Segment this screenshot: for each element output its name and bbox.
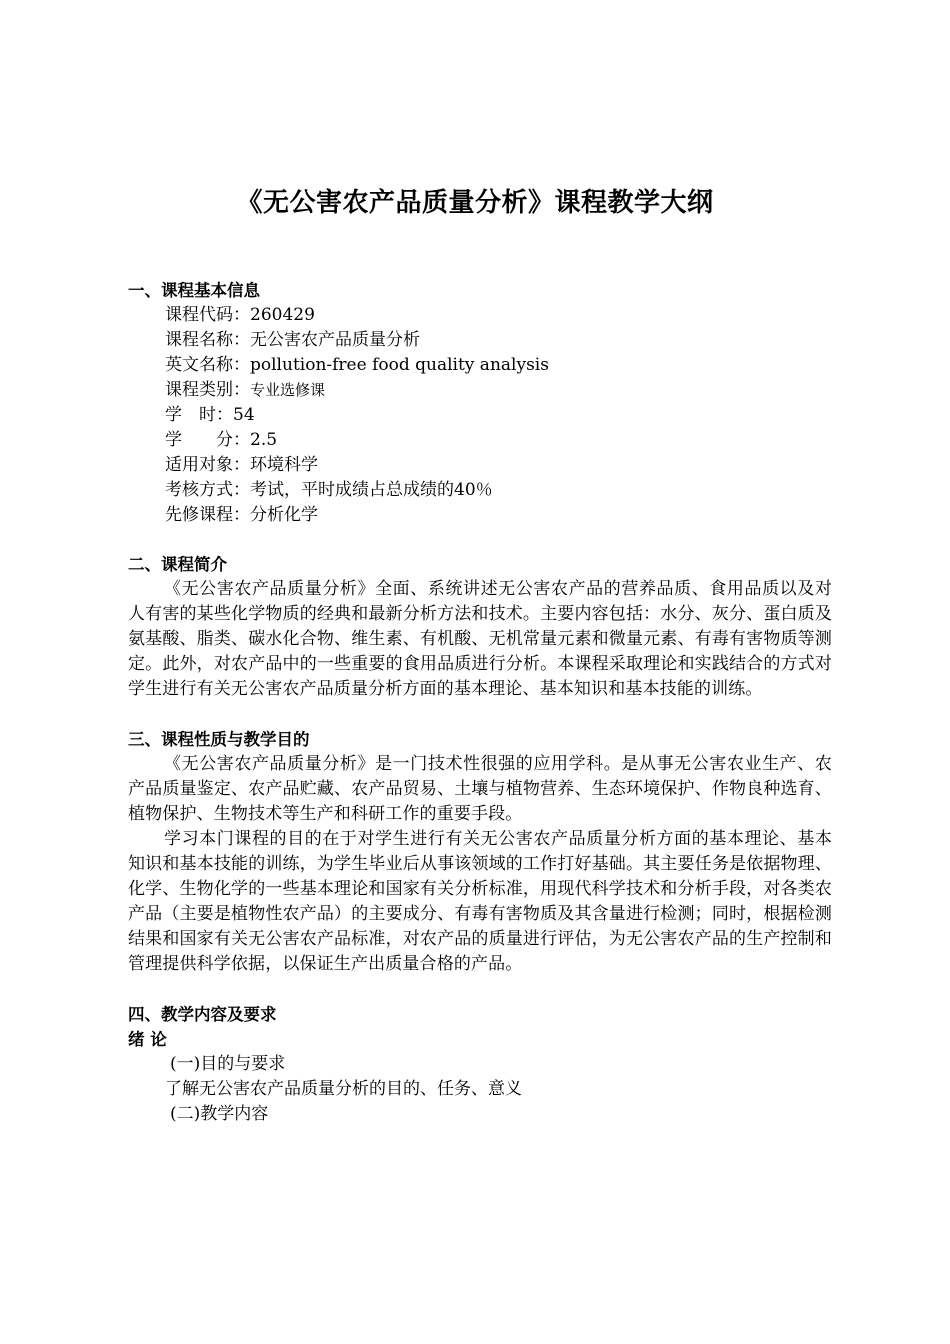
info-label: 课程类别： xyxy=(165,380,250,400)
spacer xyxy=(128,977,832,1002)
purpose-paragraph: 学习本门课程的目的在于对学生进行有关无公害农产品质量分析方面的基本理论、基本知识和基本技能的训练，为学生毕业后从事该领域的工作打好基础。其主要任务是依据物理、化学、生物化学的一些基本理论和国家有关分析标准，用现代科学技术和分析手段，对各类农产品（主要是植物性农产品）的主要成分、有毒有害物质及其含量进行检测；同时，根据检测结果和国家有关无公害农产品标准，对农产品的质量进行评估，为无公害农产品的生产控制和管理提供科学依据，以保证生产出质量合格的产品。 xyxy=(128,829,832,974)
info-value: 分析化学 xyxy=(250,505,318,525)
info-english-name xyxy=(128,353,832,378)
info-label: 学 分： xyxy=(165,430,250,450)
info-value: pollution-free food quality analysis xyxy=(250,355,549,375)
info-value: 无公害农产品质量分析 xyxy=(250,330,420,350)
section-heading-introduction: 二、课程简介 xyxy=(128,555,227,574)
info-value: 环境科学 xyxy=(250,455,318,475)
info-course-code xyxy=(128,303,832,328)
item-objectives-text: 了解无公害农产品质量分析的目的、任务、意义 xyxy=(165,1079,522,1099)
info-credits xyxy=(128,428,832,453)
info-label: 考核方式： xyxy=(165,480,250,500)
info-course-name xyxy=(128,328,832,353)
info-value: 专业选修课 xyxy=(250,381,326,399)
info-value: 260429 xyxy=(250,305,315,325)
section-heading-basic-info: 一、课程基本信息 xyxy=(128,281,260,300)
item-teaching-content: (二)教学内容 xyxy=(170,1104,269,1124)
document-title: 《无公害农产品质量分析》课程教学大纲 xyxy=(236,188,714,218)
info-prerequisite xyxy=(128,503,832,528)
nature-paragraph: 《无公害农产品质量分析》是一门技术性很强的应用学科。是从事无公害农业生产、农产品质量鉴定、农产品贮藏、农产品贸易、土壤与植物营养、生态环境保护、作物良种选育、植物保护、生物技术等生产和科研工作的重要手段。 xyxy=(128,754,832,824)
info-value: 2.5 xyxy=(250,430,278,450)
spacer xyxy=(128,702,832,727)
info-label: 适用对象： xyxy=(165,455,250,475)
info-value: 54 xyxy=(233,405,255,425)
info-label: 课程名称： xyxy=(165,330,250,350)
info-assessment xyxy=(128,478,832,503)
item-objectives: (一)目的与要求 xyxy=(170,1054,286,1074)
info-label: 先修课程： xyxy=(165,505,250,525)
info-label: 英文名称： xyxy=(165,355,250,375)
spacer xyxy=(128,528,832,552)
info-value: 考试，平时成绩占总成绩的40％ xyxy=(250,480,493,500)
section-heading-nature-purpose: 三、课程性质与教学目的 xyxy=(128,730,310,749)
info-hours xyxy=(128,403,832,428)
info-course-category xyxy=(128,378,832,403)
info-label: 课程代码： xyxy=(165,305,250,325)
subheading-introduction: 绪 论 xyxy=(128,1030,167,1049)
introduction-paragraph: 《无公害农产品质量分析》全面、系统讲述无公害农产品的营养品质、食用品质以及对人有害的某些化学物质的经典和最新分析方法和技术。主要内容包括：水分、灰分、蛋白质及氨基酸、脂类、碳水化合物、维生素、有机酸、无机常量元素和微量元素、有毒有害物质等测定。此外，对农产品中的一些重要的食用品质进行分析。本课程采取理论和实践结合的方式对学生进行有关无公害农产品质量分析方面的基本理论、基本知识和基本技能的训练。 xyxy=(128,579,832,699)
document-body xyxy=(128,278,832,1127)
section-heading-teaching-content: 四、教学内容及要求 xyxy=(128,1005,277,1024)
info-target-audience xyxy=(128,453,832,478)
info-label: 学 时： xyxy=(165,405,233,425)
